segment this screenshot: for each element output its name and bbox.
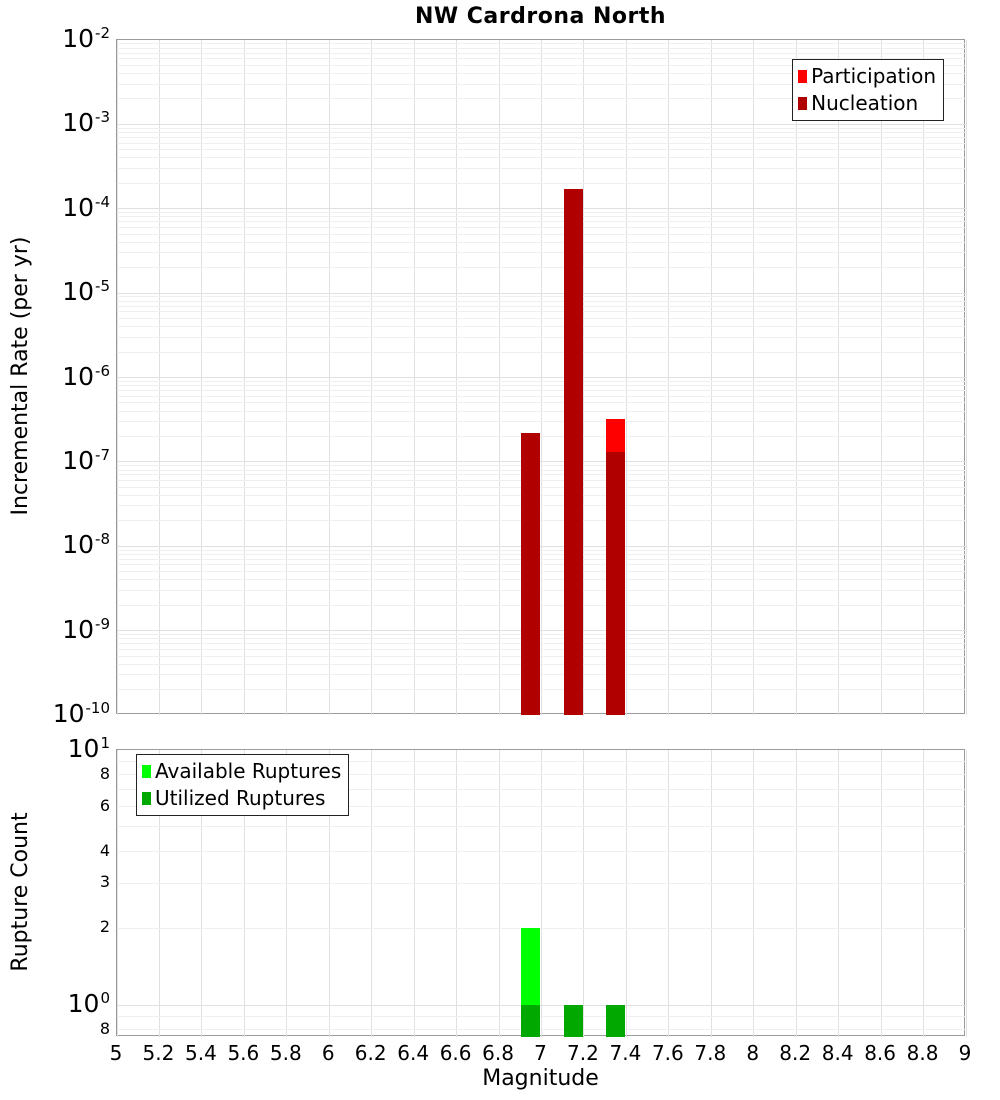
minor-gridline	[117, 396, 966, 397]
legend-label: Nucleation	[811, 91, 919, 115]
minor-gridline	[117, 470, 966, 471]
minor-gridline	[117, 221, 966, 222]
minor-gridline	[117, 402, 966, 403]
gridline	[414, 750, 415, 1037]
major-gridline	[117, 461, 966, 462]
y-tick-label: $10^{-7}$	[62, 445, 110, 475]
x-tick-label: 5	[109, 1041, 123, 1065]
gridline	[541, 750, 542, 1037]
gridline	[881, 750, 882, 1037]
incremental-rate-plot	[116, 39, 965, 714]
available-ruptures-swatch-icon	[142, 765, 151, 778]
x-tick-label: 7.8	[694, 1041, 727, 1065]
minor-gridline	[117, 168, 966, 169]
minor-gridline	[117, 436, 966, 437]
y-tick-label: $10^{-8}$	[62, 530, 110, 560]
y-tick-label: $10^0$	[67, 989, 110, 1019]
x-tick-label: 6.4	[397, 1041, 430, 1065]
minor-gridline	[117, 495, 966, 496]
y-tick-label: $10^{-10}$	[52, 699, 110, 728]
major-gridline	[117, 1005, 966, 1006]
minor-gridline	[117, 381, 966, 382]
minor-gridline	[117, 390, 966, 391]
minor-gridline	[117, 421, 966, 422]
x-tick-label: 7	[534, 1041, 547, 1065]
legend-label: Available Ruptures	[155, 759, 342, 783]
minor-gridline	[117, 216, 966, 217]
minor-gridline	[117, 674, 966, 675]
y-tick-label: $10^{-5}$	[62, 277, 110, 307]
x-tick-label: 5.6	[227, 1041, 260, 1065]
legend-item-nucleation	[798, 90, 936, 117]
minor-gridline	[117, 301, 966, 302]
minor-gridline	[117, 137, 966, 138]
y-minor-tick-label: 3	[99, 872, 110, 892]
minor-gridline	[117, 252, 966, 253]
minor-gridline	[117, 234, 966, 235]
y-tick-label: $10^{-6}$	[62, 361, 110, 391]
minor-gridline	[117, 183, 966, 184]
major-gridline	[117, 208, 966, 209]
minor-gridline	[117, 306, 966, 307]
gridline	[626, 750, 627, 1037]
minor-gridline	[117, 242, 966, 243]
gridline	[117, 750, 118, 1037]
y-tick-label: $10^{-2}$	[62, 24, 110, 53]
major-gridline	[117, 630, 966, 631]
minor-gridline	[117, 564, 966, 565]
nucleation-bar	[606, 452, 625, 715]
minor-gridline	[117, 520, 966, 521]
rate-y-axis-label: Incremental Rate (per yr)	[8, 236, 33, 516]
legend-label: Utilized Ruptures	[155, 786, 326, 810]
x-tick-label: 8.6	[864, 1041, 896, 1065]
minor-gridline	[117, 337, 966, 338]
minor-gridline	[117, 605, 966, 606]
gridline	[753, 750, 754, 1037]
minor-gridline	[117, 634, 966, 635]
major-gridline	[117, 293, 966, 294]
y-minor-tick-label: 2	[99, 917, 110, 937]
minor-gridline	[117, 53, 966, 54]
nucleation-swatch-icon	[798, 97, 807, 110]
x-tick-label: 6.2	[354, 1041, 387, 1065]
rate-legend	[792, 59, 944, 121]
minor-gridline	[117, 480, 966, 481]
minor-gridline	[117, 590, 966, 591]
x-tick-label: 5.4	[184, 1041, 217, 1065]
minor-gridline	[117, 649, 966, 650]
legend-item-participation	[798, 63, 936, 90]
minor-gridline	[117, 465, 966, 466]
x-tick-label: 6	[321, 1041, 335, 1065]
major-gridline	[117, 546, 966, 547]
x-tick-label: 9	[958, 1041, 972, 1065]
minor-gridline	[117, 1016, 966, 1017]
x-tick-label: 8.4	[821, 1041, 854, 1065]
count-legend	[136, 754, 349, 816]
nucleation-bar	[521, 433, 540, 715]
utilized-bar	[521, 1005, 540, 1037]
utilized-bar	[606, 1005, 625, 1037]
minor-gridline	[117, 411, 966, 412]
legend-item-utilized	[142, 785, 341, 812]
minor-gridline	[117, 664, 966, 665]
minor-gridline	[117, 559, 966, 560]
minor-gridline	[117, 571, 966, 572]
chart-title: NW Cardrona North	[414, 4, 667, 29]
x-tick-label: 5.8	[269, 1041, 302, 1065]
rupture-count-plot	[116, 749, 965, 1036]
x-tick-label: 8.8	[906, 1041, 939, 1065]
minor-gridline	[117, 643, 966, 644]
gridline	[796, 750, 797, 1037]
x-tick-label: 7.2	[567, 1041, 599, 1065]
utilized-bar	[564, 1005, 583, 1037]
gridline	[456, 750, 457, 1037]
minor-gridline	[117, 579, 966, 580]
gridline	[711, 750, 712, 1037]
count-y-axis-label: Rupture Count	[8, 812, 33, 972]
minor-gridline	[117, 883, 966, 884]
x-tick-label: 6.6	[439, 1041, 472, 1065]
minor-gridline	[117, 928, 966, 929]
participation-swatch-icon	[798, 70, 807, 83]
minor-gridline	[117, 149, 966, 150]
x-tick-label: 8.2	[779, 1041, 812, 1065]
gridline	[668, 750, 669, 1037]
gridline	[923, 750, 924, 1037]
minor-gridline	[117, 128, 966, 129]
minor-gridline	[117, 385, 966, 386]
minor-gridline	[117, 318, 966, 319]
y-tick-label: $10^1$	[67, 734, 110, 763]
y-minor-tick-label: 4	[99, 840, 110, 860]
y-minor-tick-label: 8	[99, 763, 110, 783]
legend-label: Participation	[811, 64, 936, 88]
utilized-ruptures-swatch-icon	[142, 792, 151, 805]
minor-gridline	[117, 474, 966, 475]
x-tick-label: 6.8	[482, 1041, 514, 1065]
minor-gridline	[117, 1029, 966, 1030]
minor-gridline	[117, 487, 966, 488]
minor-gridline	[117, 143, 966, 144]
minor-gridline	[117, 851, 966, 852]
minor-gridline	[117, 638, 966, 639]
minor-gridline	[117, 43, 966, 44]
gridline	[371, 750, 372, 1037]
y-minor-tick-label: 6	[99, 795, 110, 815]
x-tick-label: 8	[746, 1041, 760, 1065]
x-tick-label: 7.4	[609, 1041, 642, 1065]
minor-gridline	[117, 352, 966, 353]
legend-item-available	[142, 758, 341, 785]
minor-gridline	[117, 132, 966, 133]
y-minor-tick-label: 8	[99, 1018, 110, 1038]
nucleation-bar	[564, 189, 583, 715]
x-tick-label: 5.2	[142, 1041, 175, 1065]
major-gridline	[117, 377, 966, 378]
minor-gridline	[117, 311, 966, 312]
y-tick-label: $10^{-3}$	[62, 108, 110, 138]
y-tick-label: $10^{-9}$	[62, 614, 110, 644]
y-tick-label: $10^{-4}$	[62, 192, 110, 222]
minor-gridline	[117, 505, 966, 506]
gridline	[838, 750, 839, 1037]
minor-gridline	[117, 296, 966, 297]
minor-gridline	[117, 157, 966, 158]
gridline	[583, 750, 584, 1037]
minor-gridline	[117, 826, 966, 827]
major-gridline	[117, 124, 966, 125]
gridline	[966, 750, 967, 1037]
minor-gridline	[117, 48, 966, 49]
minor-gridline	[117, 267, 966, 268]
minor-gridline	[117, 326, 966, 327]
minor-gridline	[117, 554, 966, 555]
gridline	[499, 750, 500, 1037]
minor-gridline	[117, 656, 966, 657]
x-axis-label: Magnitude	[482, 1066, 599, 1091]
minor-gridline	[117, 212, 966, 213]
minor-gridline	[117, 689, 966, 690]
minor-gridline	[117, 227, 966, 228]
minor-gridline	[117, 550, 966, 551]
x-tick-label: 7.6	[651, 1041, 684, 1065]
